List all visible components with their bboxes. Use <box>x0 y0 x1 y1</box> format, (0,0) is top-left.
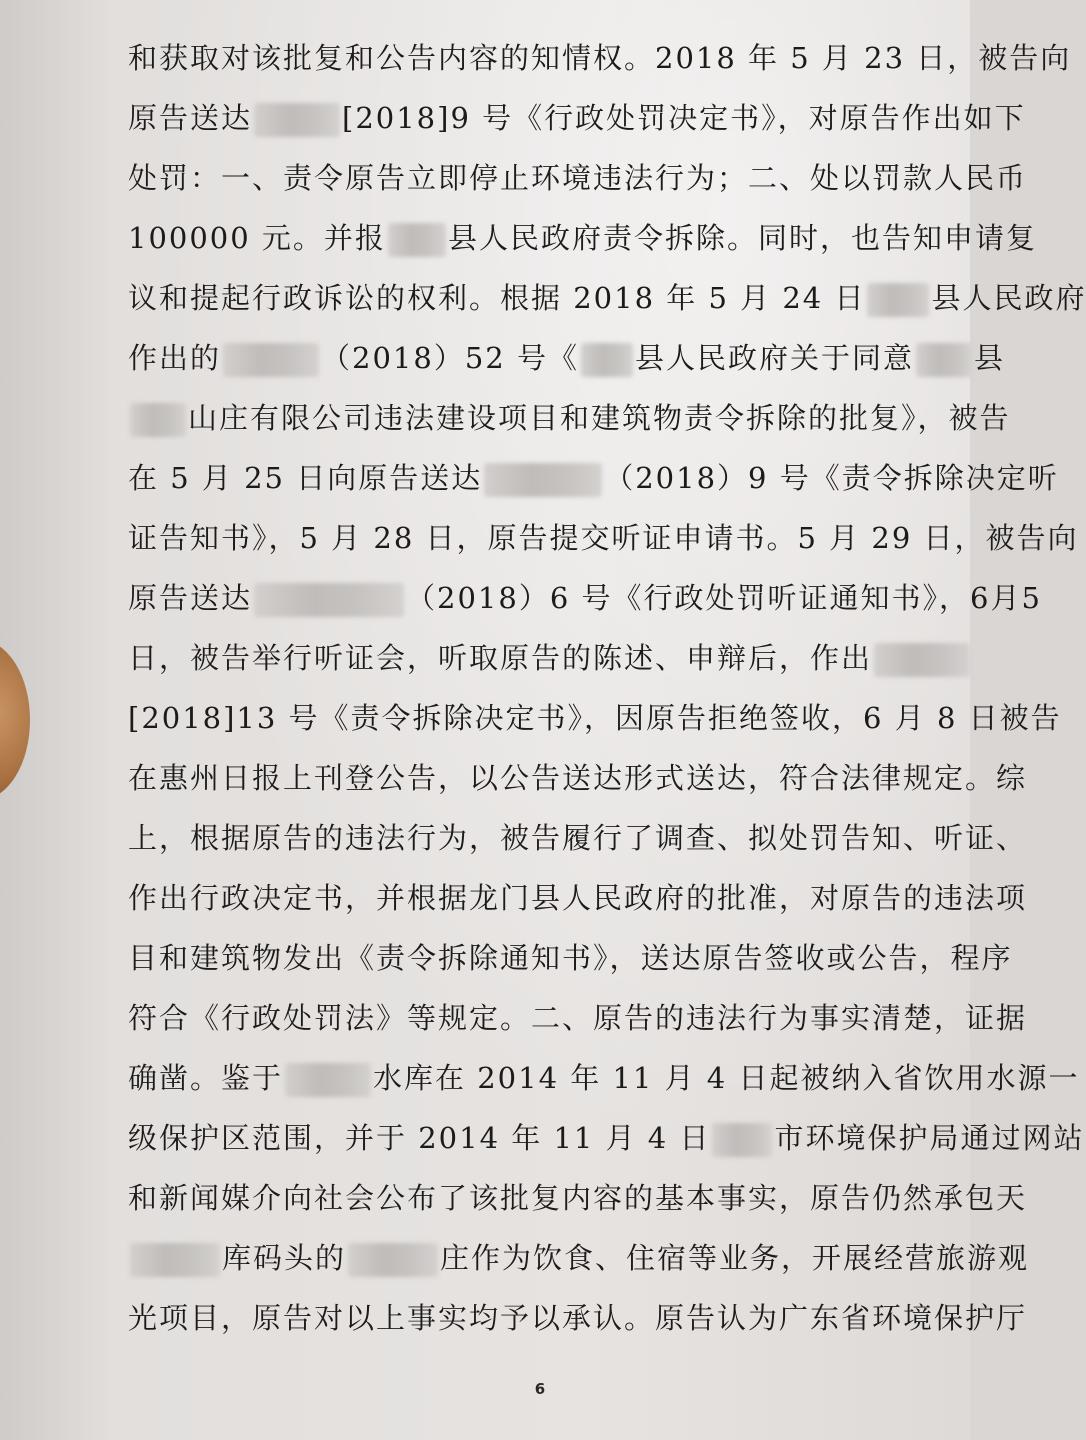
text-segment: 市环境保护局通过网站 <box>774 1121 1085 1155</box>
redaction-blur <box>348 1243 438 1277</box>
text-line <box>128 208 1037 268</box>
text-line <box>128 928 1013 988</box>
redaction-blur <box>130 1243 220 1277</box>
text-segment: 作出的 <box>128 341 222 375</box>
text-line <box>128 448 1059 508</box>
text-line <box>128 808 1028 868</box>
text-segment: 符合《行政处罚法》等规定。二、原告的违法行为事实清楚，证据 <box>128 1001 1028 1035</box>
document-body <box>128 28 1086 1348</box>
text-segment: 在惠州日报上刊登公告，以公告送达形式送达，符合法律规定。综 <box>128 761 1028 795</box>
redaction-blur <box>867 283 929 317</box>
text-segment: 在 5 月 25 日向原告送达 <box>128 461 483 495</box>
page-number: 6 <box>534 1380 546 1398</box>
text-segment: 议和提起行政诉讼的权利。根据 2018 年 5 月 24 日 <box>128 281 866 315</box>
text-line <box>128 628 940 688</box>
text-line <box>128 88 1026 148</box>
text-segment: 原告送达 <box>128 101 253 135</box>
redaction-blur <box>223 343 319 377</box>
text-segment: 处罚：一、责令原告立即停止环境违法行为；二、处以罚款人民币 <box>128 161 1028 195</box>
text-segment: 县人民政府责令拆除。同时，也告知申请复 <box>447 221 1037 255</box>
redaction-blur <box>484 463 602 497</box>
redaction-blur <box>254 103 340 137</box>
text-segment: 确凿。鉴于 <box>128 1061 284 1095</box>
text-line <box>128 568 1042 628</box>
finger-edge <box>0 640 30 800</box>
redaction-blur <box>285 1063 371 1097</box>
text-line <box>128 988 1028 1048</box>
text-segment: 目和建筑物发出《责令拆除通知书》，送达原告签收或公告，程序 <box>128 941 1013 975</box>
text-line <box>128 268 1086 328</box>
text-segment: 库码头的 <box>222 1241 347 1275</box>
text-segment: （2018）6 号《行政处罚听证通知书》，6月5 <box>406 581 1042 615</box>
text-segment: 证告知书》，5 月 28 日，原告提交听证申请书。5 月 29 日，被告向 <box>128 521 1079 555</box>
text-segment: 光项目，原告对以上事实均予以承认。原告认为广东省环境保护厅 <box>128 1301 1028 1335</box>
text-line <box>128 28 1072 88</box>
text-segment: 和新闻媒介向社会公布了该批复内容的基本事实，原告仍然承包天 <box>128 1181 1028 1215</box>
redaction-blur <box>874 643 970 677</box>
text-line <box>128 1048 1080 1108</box>
redaction-blur <box>581 343 633 377</box>
text-line <box>128 1108 1085 1168</box>
text-line <box>128 688 1062 748</box>
text-segment: 和获取对该批复和公告内容的知情权。2018 年 5 月 23 日，被告向 <box>128 41 1072 75</box>
redaction-blur <box>130 403 186 437</box>
text-line <box>128 1168 1028 1228</box>
text-segment: 庄作为饮食、住宿等业务，开展经营旅游观 <box>440 1241 1030 1275</box>
text-segment: 作出行政决定书，并根据龙门县人民政府的批准，对原告的违法项 <box>128 881 1028 915</box>
text-segment: 原告送达 <box>128 581 253 615</box>
text-line <box>128 748 1028 808</box>
text-segment: [2018]13 号《责令拆除决定书》，因原告拒绝签收，6 月 8 日被告 <box>128 701 1062 735</box>
text-line <box>128 508 1079 568</box>
redaction-blur <box>254 583 404 617</box>
text-segment: 级保护区范围，并于 2014 年 11 月 4 日 <box>128 1121 711 1155</box>
text-segment: 日，被告举行听证会，听取原告的陈述、申辩后，作出 <box>128 641 873 675</box>
text-segment: 山庄有限公司违法建设项目和建筑物责令拆除的批复》，被告 <box>188 401 1011 435</box>
text-segment: 上，根据原告的违法行为，被告履行了调查、拟处罚告知、听证、 <box>128 821 1028 855</box>
text-segment: 县 <box>973 341 1005 375</box>
text-line <box>128 328 1005 388</box>
text-line <box>128 1288 1028 1348</box>
text-segment: [2018]9 号《行政处罚决定书》，对原告作出如下 <box>342 101 1026 135</box>
text-line <box>128 388 1011 448</box>
text-segment: 水库在 2014 年 11 月 4 日起被纳入省饮用水源一 <box>373 1061 1080 1095</box>
text-segment: 100000 元。并报 <box>128 221 386 255</box>
text-segment: 县人民政府 <box>931 281 1086 315</box>
redaction-blur <box>388 223 446 257</box>
text-segment: （2018）9 号《责令拆除决定听 <box>604 461 1059 495</box>
redaction-blur <box>712 1123 772 1157</box>
text-line <box>128 148 1028 208</box>
text-segment: 县人民政府关于同意 <box>634 341 914 375</box>
text-line <box>128 1228 1030 1288</box>
text-segment: （2018）52 号《 <box>321 341 579 375</box>
text-line <box>128 868 1028 928</box>
redaction-blur <box>916 343 972 377</box>
